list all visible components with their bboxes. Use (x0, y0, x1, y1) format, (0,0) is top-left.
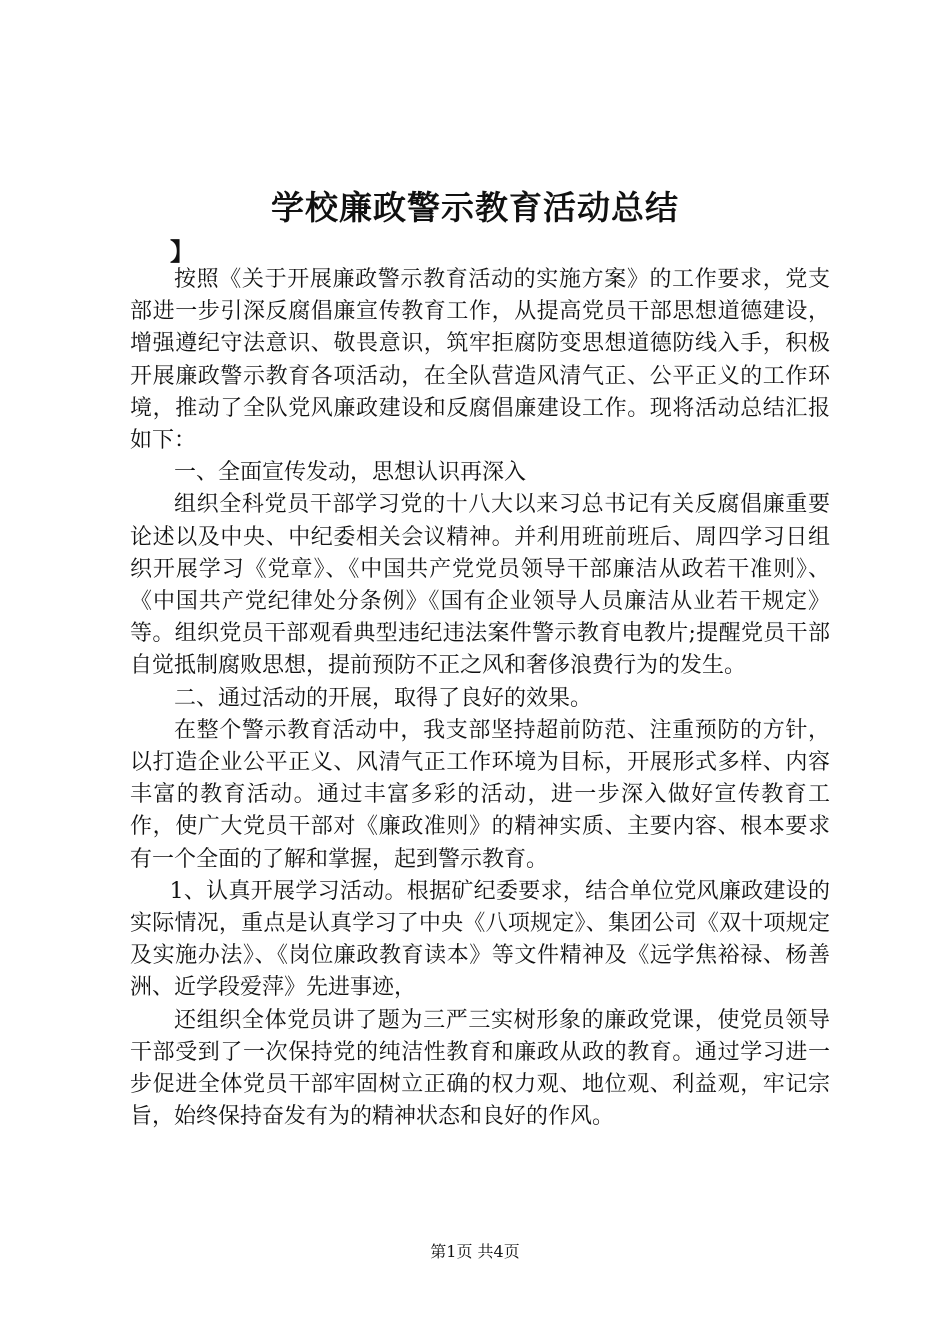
bracket-mark: 】 (170, 237, 194, 266)
section-heading-1: 一、全面宣传发动，思想认识再深入 (174, 460, 527, 486)
document-title: 学校廉政警示教育活动总结 (271, 188, 679, 227)
section-2-paragraph: 在整个警示教育活动中，我支部坚持超前防范、注重预防的方针，以打造企业公平正义、风清气正工作环境为目标，开展形式多样、内容丰富的教育活动。通过丰富多彩的活动，进一步深入做好宣传教育工作，使广大党员干部对《廉政准则》的精神实质、主要内容、根本要求有一个全面的了解和掌握，起到警示教育。 (130, 717, 830, 872)
item-1-paragraph: 1、认真开展学习活动。根据矿纪委要求，结合单位党风廉政建设的实际情况，重点是认真学习了中央《八项规定》、集团公司《双十项规定及实施办法》、《岗位廉政教育读本》等文件精神及《远学焦裕禄、杨善洲、近学段爱萍》先进事迹， (130, 878, 830, 1001)
document-body (130, 264, 830, 1133)
page-footer: 第1页 共4页 (430, 1242, 520, 1261)
item-1-continuation-paragraph: 还组织全体党员讲了题为三严三实树形象的廉政党课，使党员领导干部受到了一次保持党的纯洁性教育和廉政从政的教育。通过学习进一步促进全体党员干部牢固树立正确的权力观、地位观、利益观，牢记宗旨，始终保持奋发有为的精神状态和良好的作风。 (130, 1007, 830, 1130)
section-1-paragraph: 组织全科党员干部学习党的十八大以来习总书记有关反腐倡廉重要论述以及中央、中纪委相关会议精神。并利用班前班后、周四学习日组织开展学习《党章》、《中国共产党党员领导干部廉洁从政若干准则》、《中国共产党纪律处分条例》《国有企业领导人员廉洁从业若干规定》等。组织党员干部观看典型违纪违法案件警示教育电教片;提醒党员干部自觉抵制腐败思想，提前预防不正之风和奢侈浪费行为的发生。 (130, 492, 830, 679)
section-heading-2: 二、通过活动的开展，取得了良好的效果。 (174, 685, 593, 711)
intro-paragraph: 按照《关于开展廉政警示教育活动的实施方案》的工作要求，党支部进一步引深反腐倡廉宣传教育工作，从提高党员干部思想道德建设，增强遵纪守法意识、敬畏意识，筑牢拒腐防变思想道德防线入手，积极开展廉政警示教育各项活动，在全队营造风清气正、公平正义的工作环境，推动了全队党风廉政建设和反腐倡廉建设工作。现将活动总结汇报如下： (130, 267, 830, 454)
